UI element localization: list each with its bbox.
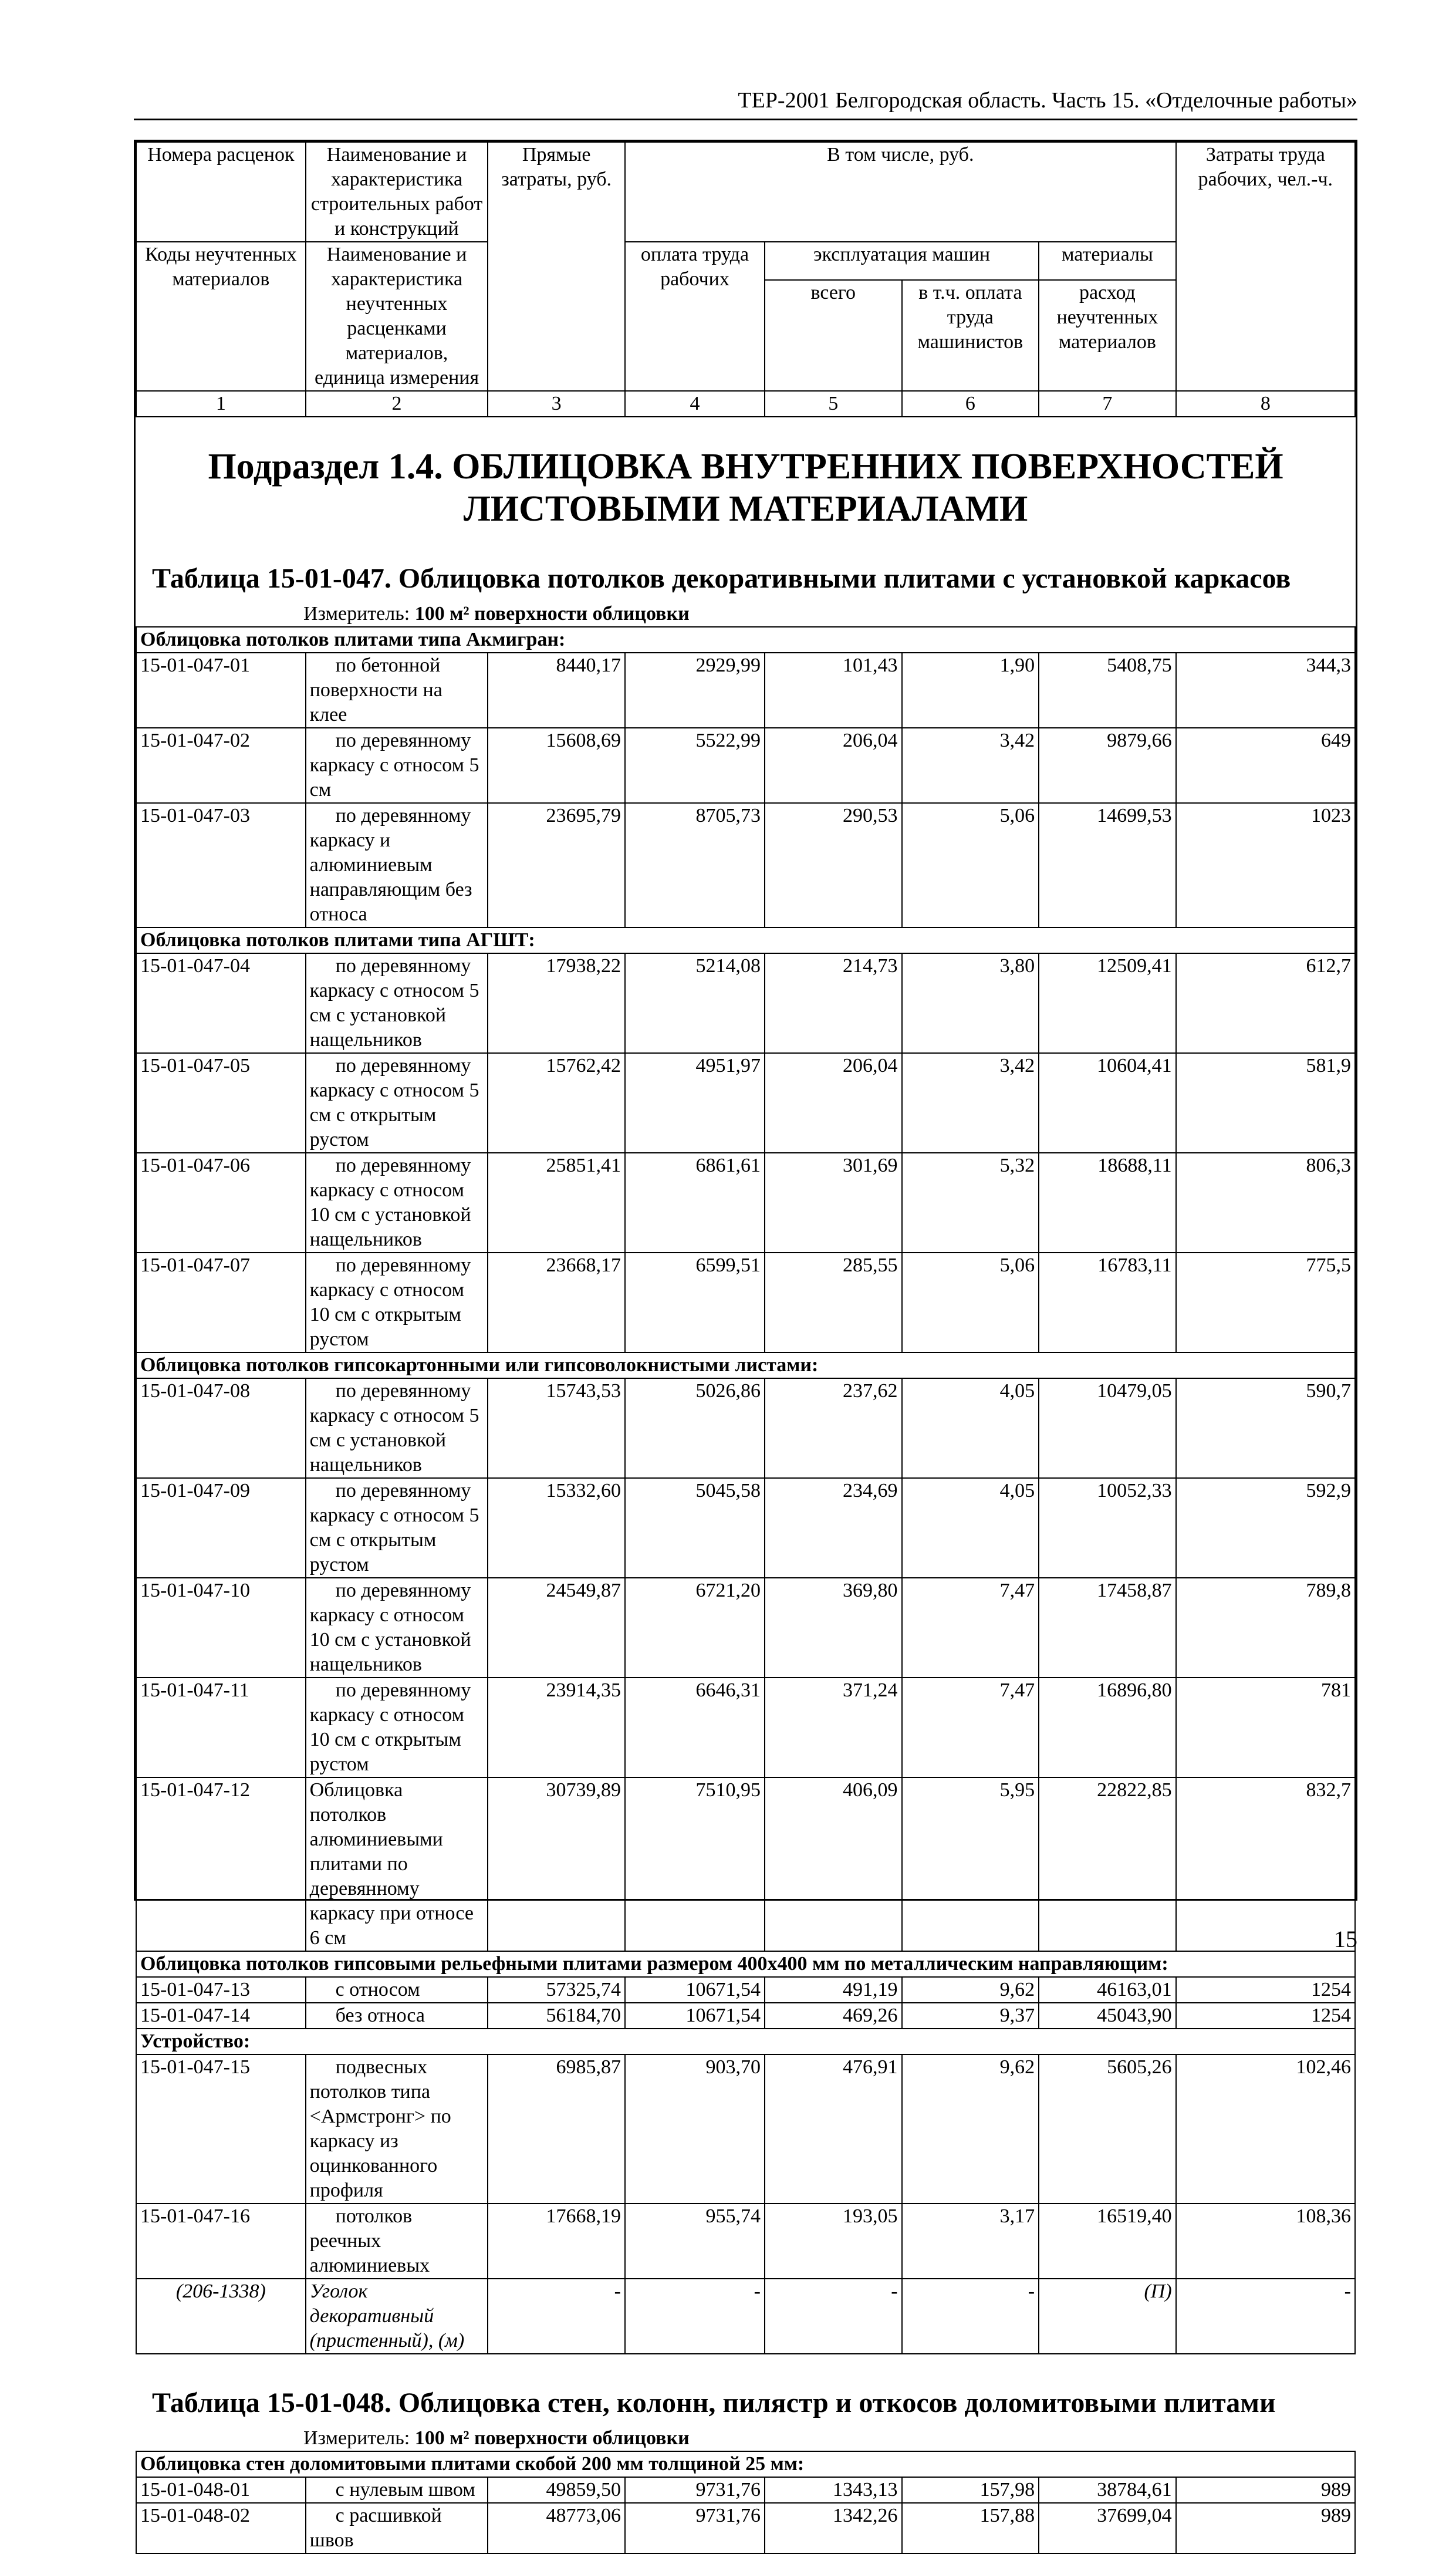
materials-cost: 16519,40 xyxy=(1039,2204,1176,2279)
worker-pay: 955,74 xyxy=(625,2204,765,2279)
table-title: Таблица 15-01-048. Облицовка стен, колонн, пилястр и откосов доломитовыми плитами xyxy=(152,2387,1276,2418)
machinist-pay: 9,62 xyxy=(902,2054,1039,2204)
worker-pay: 9731,76 xyxy=(625,2503,765,2553)
rate-code: 15-01-047-12 xyxy=(136,1777,306,1951)
direct-costs: 8440,17 xyxy=(488,653,625,728)
machines-total: - xyxy=(765,2279,902,2354)
direct-costs: 23695,79 xyxy=(488,803,625,927)
table-row xyxy=(136,1253,1355,1352)
work-name: без относа xyxy=(306,2003,488,2029)
work-name: по бетонной поверхности на клее xyxy=(306,653,488,728)
labor-hours: 989 xyxy=(1176,2503,1355,2553)
worker-pay: 6721,20 xyxy=(625,1578,765,1678)
direct-costs: 15332,60 xyxy=(488,1478,625,1578)
machines-total: 193,05 xyxy=(765,2204,902,2279)
group-header-row xyxy=(136,1951,1355,1977)
labor-hours: 781 xyxy=(1176,1678,1355,1777)
column-number: 7 xyxy=(1039,391,1176,417)
materials-cost: 16896,80 xyxy=(1039,1678,1176,1777)
rate-code: 15-01-048-01 xyxy=(136,2477,306,2503)
work-name: подвесных потолков типа <Армстронг> по каркасу из оцинкованного профиля xyxy=(306,2054,488,2204)
direct-costs: 57325,74 xyxy=(488,1977,625,2003)
materials-cost: 5408,75 xyxy=(1039,653,1176,728)
work-name: с относом xyxy=(306,1977,488,2003)
table-row xyxy=(136,728,1355,803)
table-row xyxy=(136,1478,1355,1578)
work-name: Уголок декоративный (пристенный), (м) xyxy=(306,2279,488,2354)
machinist-pay: 1,90 xyxy=(902,653,1039,728)
table-row xyxy=(136,2477,1355,2503)
machines-total: 469,26 xyxy=(765,2003,902,2029)
materials-cost: 46163,01 xyxy=(1039,1977,1176,2003)
machinist-pay: 3,17 xyxy=(902,2204,1039,2279)
rate-code: 15-01-047-11 xyxy=(136,1678,306,1777)
materials-cost: 10604,41 xyxy=(1039,1053,1176,1153)
work-name: по деревянному каркасу с относом 5 см с открытым рустом xyxy=(306,1478,488,1578)
worker-pay: 9731,76 xyxy=(625,2477,765,2503)
materials-cost: 10052,33 xyxy=(1039,1478,1176,1578)
rate-code: 15-01-047-15 xyxy=(136,2054,306,2204)
direct-costs: 6985,87 xyxy=(488,2054,625,2204)
rate-code: 15-01-047-13 xyxy=(136,1977,306,2003)
machinist-pay: - xyxy=(902,2279,1039,2354)
worker-pay: 10671,54 xyxy=(625,1977,765,2003)
labor-hours: 1254 xyxy=(1176,2003,1355,2029)
rate-code: 15-01-047-03 xyxy=(136,803,306,927)
labor-hours: 1023 xyxy=(1176,803,1355,927)
materials-cost: 17458,87 xyxy=(1039,1578,1176,1678)
column-number: 8 xyxy=(1176,391,1355,417)
rate-code: 15-01-047-04 xyxy=(136,953,306,1053)
worker-pay: 6646,31 xyxy=(625,1678,765,1777)
group-header: Облицовка стен доломитовыми плитами скобой 200 мм толщиной 25 мм: xyxy=(136,2451,1355,2477)
materials-cost: 12509,41 xyxy=(1039,953,1176,1053)
table-row xyxy=(136,653,1355,728)
machines-total: 1343,13 xyxy=(765,2477,902,2503)
worker-pay: 2929,99 xyxy=(625,653,765,728)
direct-costs: 15743,53 xyxy=(488,1378,625,1478)
machines-total: 237,62 xyxy=(765,1378,902,1478)
machinist-pay: 5,06 xyxy=(902,1253,1039,1352)
direct-costs: 17668,19 xyxy=(488,2204,625,2279)
direct-costs: 15762,42 xyxy=(488,1053,625,1153)
materials-cost: 16783,11 xyxy=(1039,1253,1176,1352)
worker-pay: 4951,97 xyxy=(625,1053,765,1153)
header-cell-material-names: Наименование и характеристика неучтенных расценками материалов, единица измерения xyxy=(306,242,488,391)
machinist-pay: 9,62 xyxy=(902,1977,1039,2003)
column-number: 5 xyxy=(765,391,902,417)
work-name: по деревянному каркасу с относом 5 см xyxy=(306,728,488,803)
table-row xyxy=(136,2054,1355,2204)
direct-costs: 48773,06 xyxy=(488,2503,625,2553)
worker-pay: 8705,73 xyxy=(625,803,765,927)
work-name: Облицовка потолков алюминиевыми плитами по деревянному каркасу при относе 6 см xyxy=(306,1777,488,1951)
group-header: Облицовка потолков плитами типа Акмигран: xyxy=(136,627,1355,653)
work-name: по деревянному каркасу с относом 10 см с установкой нащельников xyxy=(306,1153,488,1253)
machines-total: 369,80 xyxy=(765,1578,902,1678)
labor-hours: 649 xyxy=(1176,728,1355,803)
materials-cost: 10479,05 xyxy=(1039,1378,1176,1478)
section-title-line: Подраздел 1.4. ОБЛИЦОВКА ВНУТРЕННИХ ПОВЕРХНОСТЕЙ xyxy=(208,447,1283,487)
labor-hours: 108,36 xyxy=(1176,2204,1355,2279)
column-number: 2 xyxy=(306,391,488,417)
group-header-row xyxy=(136,2029,1355,2054)
materials-cost: (П) xyxy=(1039,2279,1176,2354)
labor-hours: 592,9 xyxy=(1176,1478,1355,1578)
machinist-pay: 7,47 xyxy=(902,1578,1039,1678)
labor-hours: 581,9 xyxy=(1176,1053,1355,1153)
machinist-pay: 9,37 xyxy=(902,2003,1039,2029)
direct-costs: 23668,17 xyxy=(488,1253,625,1352)
machinist-pay: 3,42 xyxy=(902,1053,1039,1153)
rate-code: 15-01-047-01 xyxy=(136,653,306,728)
column-number: 6 xyxy=(902,391,1039,417)
header-cell-machines: эксплуатация машин xyxy=(765,242,1039,280)
material-row xyxy=(136,2279,1355,2354)
worker-pay: 6599,51 xyxy=(625,1253,765,1352)
machinist-pay: 157,88 xyxy=(902,2503,1039,2553)
worker-pay: - xyxy=(625,2279,765,2354)
machinist-pay: 3,42 xyxy=(902,728,1039,803)
direct-costs: 30739,89 xyxy=(488,1777,625,1951)
machines-total: 406,09 xyxy=(765,1777,902,1951)
table-row xyxy=(136,803,1355,927)
machines-total: 214,73 xyxy=(765,953,902,1053)
machinist-pay: 5,95 xyxy=(902,1777,1039,1951)
header-cell-including: В том числе, руб. xyxy=(625,142,1176,242)
machinist-pay: 3,80 xyxy=(902,953,1039,1053)
rate-code: 15-01-047-02 xyxy=(136,728,306,803)
materials-cost: 45043,90 xyxy=(1039,2003,1176,2029)
section-title xyxy=(136,446,1356,530)
measure-value: 100 м² поверхности облицовки xyxy=(414,2427,690,2449)
work-name: по деревянному каркасу с относом 5 см с открытым рустом xyxy=(306,1053,488,1153)
column-number: 3 xyxy=(488,391,625,417)
column-number: 4 xyxy=(625,391,765,417)
materials-cost: 9879,66 xyxy=(1039,728,1176,803)
work-name: с расшивкой швов xyxy=(306,2503,488,2553)
worker-pay: 10671,54 xyxy=(625,2003,765,2029)
group-header-row xyxy=(136,2451,1355,2477)
table-row xyxy=(136,1153,1355,1253)
page-number: 15 xyxy=(1334,1926,1357,1952)
header-cell-unaccounted-materials: расход неучтенных материалов xyxy=(1039,280,1176,391)
machinist-pay: 157,98 xyxy=(902,2477,1039,2503)
materials-cost: 37699,04 xyxy=(1039,2503,1176,2553)
header-cell-machines-total: всего xyxy=(765,280,902,391)
work-name: по деревянному каркасу с относом 5 см с установкой нащельников xyxy=(306,953,488,1053)
machinist-pay: 7,47 xyxy=(902,1678,1039,1777)
header-cell-material-codes: Коды неучтенных материалов xyxy=(136,242,306,391)
rate-code: 15-01-047-16 xyxy=(136,2204,306,2279)
table-title: Таблица 15-01-047. Облицовка потолков декоративными плитами с установкой каркасов xyxy=(152,563,1291,594)
group-header: Облицовка потолков гипсовыми рельефными плитами размером 400х400 мм по металлическим направляющим: xyxy=(136,1951,1355,1977)
table-row xyxy=(136,1053,1355,1153)
direct-costs: 17938,22 xyxy=(488,953,625,1053)
group-header: Устройство: xyxy=(136,2029,1355,2054)
work-name: по деревянному каркасу с относом 5 см с установкой нащельников xyxy=(306,1378,488,1478)
header-cell-worker-pay: оплата труда рабочих xyxy=(625,242,765,391)
table-row xyxy=(136,953,1355,1053)
direct-costs: 49859,50 xyxy=(488,2477,625,2503)
work-name: по деревянному каркасу с относом 10 см с открытым рустом xyxy=(306,1253,488,1352)
rate-code: 15-01-047-06 xyxy=(136,1153,306,1253)
machines-total: 301,69 xyxy=(765,1153,902,1253)
header-cell-codes: Номера расценок xyxy=(136,142,306,242)
work-name: по деревянному каркасу с относом 10 см с открытым рустом xyxy=(306,1678,488,1777)
direct-costs: 24549,87 xyxy=(488,1578,625,1678)
labor-hours: 102,46 xyxy=(1176,2054,1355,2204)
rate-code: (206-1338) xyxy=(136,2279,306,2354)
rate-code: 15-01-047-05 xyxy=(136,1053,306,1153)
table-row xyxy=(136,1777,1355,1951)
measure-unit xyxy=(136,602,1356,626)
materials-cost: 14699,53 xyxy=(1039,803,1176,927)
materials-cost: 38784,61 xyxy=(1039,2477,1176,2503)
machines-total: 290,53 xyxy=(765,803,902,927)
machines-total: 206,04 xyxy=(765,1053,902,1153)
group-header-row xyxy=(136,1352,1355,1378)
measure-value: 100 м² поверхности облицовки xyxy=(414,603,690,625)
rate-code: 15-01-047-14 xyxy=(136,2003,306,2029)
rates-table-047 xyxy=(136,626,1356,2354)
rate-code: 15-01-048-02 xyxy=(136,2503,306,2553)
worker-pay: 6861,61 xyxy=(625,1153,765,1253)
machinist-pay: 5,06 xyxy=(902,803,1039,927)
rates-table-048 xyxy=(136,2451,1356,2554)
worker-pay: 5026,86 xyxy=(625,1378,765,1478)
worker-pay: 5522,99 xyxy=(625,728,765,803)
labor-hours: 612,7 xyxy=(1176,953,1355,1053)
work-name: потолков реечных алюминиевых xyxy=(306,2204,488,2279)
worker-pay: 903,70 xyxy=(625,2054,765,2204)
labor-hours: 989 xyxy=(1176,2477,1355,2503)
group-header: Облицовка потолков плитами типа АГШТ: xyxy=(136,927,1355,953)
materials-cost: 18688,11 xyxy=(1039,1153,1176,1253)
materials-cost: 5605,26 xyxy=(1039,2054,1176,2204)
direct-costs: 25851,41 xyxy=(488,1153,625,1253)
labor-hours: - xyxy=(1176,2279,1355,2354)
group-header-row xyxy=(136,927,1355,953)
worker-pay: 7510,95 xyxy=(625,1777,765,1951)
group-header-row xyxy=(136,627,1355,653)
rate-code: 15-01-047-10 xyxy=(136,1578,306,1678)
table-row xyxy=(136,1977,1355,2003)
table-row xyxy=(136,1578,1355,1678)
rate-code: 15-01-047-07 xyxy=(136,1253,306,1352)
table-row xyxy=(136,1678,1355,1777)
measure-label: Измеритель: xyxy=(303,2427,410,2449)
work-name: по деревянному каркасу и алюминиевым направляющим без относа xyxy=(306,803,488,927)
direct-costs: 15608,69 xyxy=(488,728,625,803)
page-header: ТЕР-2001 Белгородская область. Часть 15. «Отделочные работы» xyxy=(134,82,1357,120)
table-row xyxy=(136,1378,1355,1478)
machinist-pay: 4,05 xyxy=(902,1378,1039,1478)
rate-code: 15-01-047-08 xyxy=(136,1378,306,1478)
labor-hours: 832,7 xyxy=(1176,1777,1355,1951)
direct-costs: 56184,70 xyxy=(488,2003,625,2029)
labor-hours: 344,3 xyxy=(1176,653,1355,728)
machinist-pay: 5,32 xyxy=(902,1153,1039,1253)
table-row xyxy=(136,2503,1355,2553)
machines-total: 371,24 xyxy=(765,1678,902,1777)
labor-hours: 1254 xyxy=(1176,1977,1355,2003)
labor-hours: 806,3 xyxy=(1176,1153,1355,1253)
section-title-line: ЛИСТОВЫМИ МАТЕРИАЛАМИ xyxy=(463,489,1028,529)
header-cell-direct-costs: Прямые затраты, руб. xyxy=(488,142,625,391)
direct-costs: 23914,35 xyxy=(488,1678,625,1777)
machines-total: 206,04 xyxy=(765,728,902,803)
labor-hours: 590,7 xyxy=(1176,1378,1355,1478)
labor-hours: 775,5 xyxy=(1176,1253,1355,1352)
table-row xyxy=(136,2204,1355,2279)
header-cell-materials: материалы xyxy=(1039,242,1176,280)
worker-pay: 5214,08 xyxy=(625,953,765,1053)
work-name: по деревянному каркасу с относом 10 см с установкой нащельников xyxy=(306,1578,488,1678)
group-header: Облицовка потолков гипсокартонными или гипсоволокнистыми листами: xyxy=(136,1352,1355,1378)
machines-total: 234,69 xyxy=(765,1478,902,1578)
table-row xyxy=(136,2003,1355,2029)
labor-hours: 789,8 xyxy=(1176,1578,1355,1678)
document-table-frame xyxy=(134,140,1357,2551)
materials-cost: 22822,85 xyxy=(1039,1777,1176,1951)
work-name: с нулевым швом xyxy=(306,2477,488,2503)
measure-unit xyxy=(136,2426,1356,2451)
worker-pay: 5045,58 xyxy=(625,1478,765,1578)
machines-total: 285,55 xyxy=(765,1253,902,1352)
header-cell-labor: Затраты труда рабочих, чел.-ч. xyxy=(1176,142,1355,391)
column-number: 1 xyxy=(136,391,306,417)
header-cell-machinist-pay: в т.ч. оплата труда машинистов xyxy=(902,280,1039,391)
direct-costs: - xyxy=(488,2279,625,2354)
column-header-table xyxy=(136,141,1356,417)
machines-total: 491,19 xyxy=(765,1977,902,2003)
measure-label: Измеритель: xyxy=(303,603,410,625)
machinist-pay: 4,05 xyxy=(902,1478,1039,1578)
rate-code: 15-01-047-09 xyxy=(136,1478,306,1578)
header-cell-name: Наименование и характеристика строительных работ и конструкций xyxy=(306,142,488,242)
machines-total: 101,43 xyxy=(765,653,902,728)
machines-total: 476,91 xyxy=(765,2054,902,2204)
machines-total: 1342,26 xyxy=(765,2503,902,2553)
